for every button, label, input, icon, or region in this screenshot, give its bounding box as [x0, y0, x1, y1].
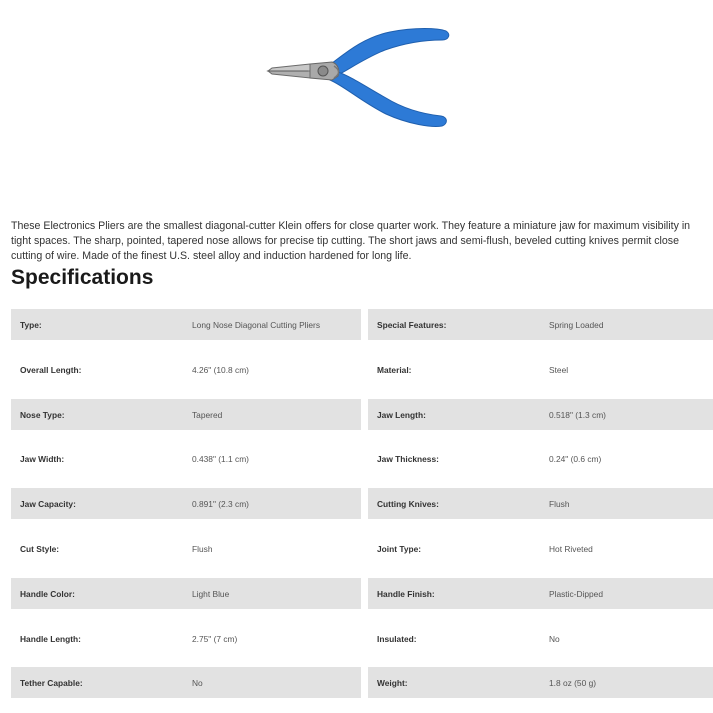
spec-value: No — [192, 677, 203, 688]
spec-label: Handle Finish: — [377, 588, 435, 599]
spec-value: Flush — [192, 543, 213, 554]
spec-label: Nose Type: — [20, 409, 65, 420]
spec-label: Special Features: — [377, 319, 447, 330]
spec-row-right — [368, 443, 713, 474]
spec-row-left — [11, 578, 361, 609]
spec-row-left — [11, 399, 361, 430]
spec-row-right — [368, 309, 713, 340]
spec-label: Overall Length: — [20, 364, 82, 375]
spec-value: 4.26" (10.8 cm) — [192, 364, 249, 375]
spec-label: Cutting Knives: — [377, 498, 439, 509]
spec-label: Joint Type: — [377, 543, 422, 554]
spec-row-right — [368, 354, 713, 385]
spec-value: Hot Riveted — [549, 543, 593, 554]
spec-value: Steel — [549, 364, 569, 375]
spec-row-right — [368, 667, 713, 698]
spec-label: Jaw Thickness: — [377, 453, 439, 464]
spec-row-right — [368, 488, 713, 519]
spec-row-right — [368, 623, 713, 654]
spec-value: No — [549, 633, 560, 644]
spec-row-left — [11, 623, 361, 654]
spec-value: 1.8 oz (50 g) — [549, 677, 597, 688]
spec-row-left — [11, 354, 361, 385]
spec-row-right — [368, 578, 713, 609]
diagonal-cutting-pliers-icon — [260, 18, 460, 136]
spec-label: Cut Style: — [20, 543, 60, 554]
spec-label: Handle Color: — [20, 588, 75, 599]
spec-row-left — [11, 667, 361, 698]
spec-value: Plastic-Dipped — [549, 588, 603, 599]
spec-value: 0.518" (1.3 cm) — [549, 409, 606, 420]
spec-label: Insulated: — [377, 633, 417, 644]
spec-row-left — [11, 533, 361, 564]
spec-row-left — [11, 309, 361, 340]
spec-row-right — [368, 399, 713, 430]
spec-value: 0.891" (2.3 cm) — [192, 498, 249, 509]
spec-label: Handle Length: — [20, 633, 81, 644]
spec-label: Weight: — [377, 677, 408, 688]
spec-label: Jaw Width: — [20, 453, 65, 464]
spec-value: 0.438" (1.1 cm) — [192, 453, 249, 464]
spec-row-left — [11, 488, 361, 519]
spec-label: Type: — [20, 319, 42, 330]
product-description: These Electronics Pliers are the smallest diagonal-cutter Klein offers for close quarter work. They feature a miniature jaw for maximum visibility in tight spaces. The sharp, pointed, tapered nose allows for precise tip cutting. The short jaws and semi-flush, beveled cutting knives permit close cutting of wire. Made of the finest U.S. steel alloy and induction hardened for long life. — [11, 220, 691, 262]
spec-value: Tapered — [192, 409, 223, 420]
spec-value: 0.24" (0.6 cm) — [549, 453, 602, 464]
spec-value: Light Blue — [192, 588, 230, 599]
spec-label: Jaw Length: — [377, 409, 426, 420]
specifications-heading: Specifications — [11, 266, 154, 289]
spec-value: Flush — [549, 498, 570, 509]
spec-value: 2.75" (7 cm) — [192, 633, 238, 644]
spec-label: Tether Capable: — [20, 677, 83, 688]
spec-label: Material: — [377, 364, 412, 375]
spec-value: Spring Loaded — [549, 319, 604, 330]
spec-row-right — [368, 533, 713, 564]
spec-label: Jaw Capacity: — [20, 498, 76, 509]
spec-value: Long Nose Diagonal Cutting Pliers — [192, 319, 321, 330]
spec-row-left — [11, 443, 361, 474]
